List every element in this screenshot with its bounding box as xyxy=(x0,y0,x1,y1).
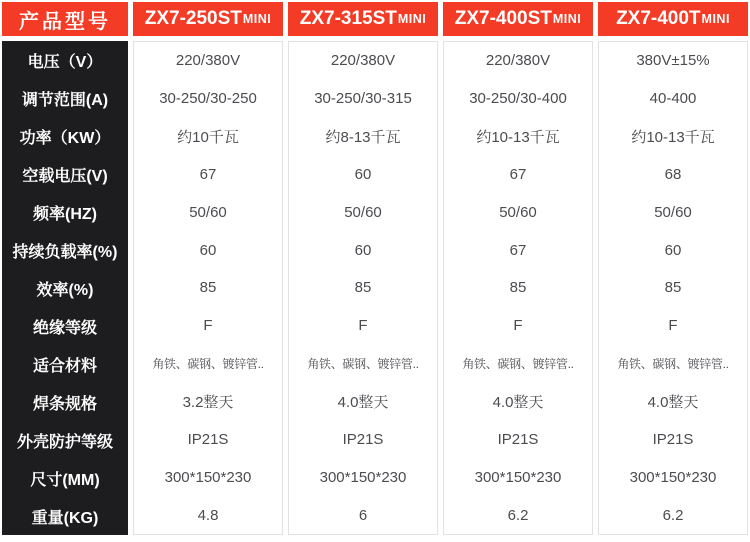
spec-value: IP21S xyxy=(652,430,694,448)
spec-value: 4.8 xyxy=(197,506,219,524)
spec-value: 3.2整天 xyxy=(182,394,234,412)
spec-value: 30-250/30-400 xyxy=(469,90,567,108)
spec-value: F xyxy=(203,317,213,335)
spec-value: 300*150*230 xyxy=(164,468,252,486)
column-body xyxy=(288,41,438,535)
spec-value: 85 xyxy=(199,279,217,297)
row-label: 焊条规格 xyxy=(32,395,97,413)
spec-value: 角铁、碳钢、镀锌管.. xyxy=(617,357,729,372)
spec-value: 40-400 xyxy=(649,90,697,108)
row-label: 外壳防护等级 xyxy=(16,433,113,451)
row-label: 空载电压(V) xyxy=(22,167,108,185)
spec-label-column xyxy=(2,2,128,535)
spec-value: 300*150*230 xyxy=(319,468,407,486)
spec-value: 6.2 xyxy=(507,506,529,524)
row-label: 效率(%) xyxy=(36,281,94,299)
model-name: ZX7-400T xyxy=(616,8,701,29)
model-suffix: MINI xyxy=(242,12,272,26)
spec-value: 60 xyxy=(664,241,682,259)
spec-column-zx7-250st xyxy=(133,2,283,535)
spec-value: 220/380V xyxy=(175,52,241,70)
row-label: 电压（V） xyxy=(27,53,103,71)
model-suffix: MINI xyxy=(397,12,427,26)
spec-value: 4.0整天 xyxy=(337,394,389,412)
spec-value: 67 xyxy=(509,165,527,183)
spec-value: 50/60 xyxy=(189,203,227,221)
spec-value: 67 xyxy=(199,165,217,183)
column-header xyxy=(443,2,593,36)
spec-value: F xyxy=(513,317,523,335)
spec-value: 角铁、碳钢、镀锌管.. xyxy=(152,357,264,372)
spec-value: 60 xyxy=(199,241,217,259)
model-name: ZX7-400ST xyxy=(454,8,552,29)
spec-value: 300*150*230 xyxy=(629,468,717,486)
spec-value: 220/380V xyxy=(330,52,396,70)
spec-value: 50/60 xyxy=(654,203,692,221)
model-name: ZX7-250ST xyxy=(144,8,242,29)
spec-value: 380V±15% xyxy=(636,52,710,70)
spec-value: 50/60 xyxy=(499,203,537,221)
spec-value: 68 xyxy=(664,165,682,183)
row-label: 调节范围(A) xyxy=(21,91,109,109)
row-label: 功率（KW） xyxy=(19,129,111,147)
spec-value: 220/380V xyxy=(485,52,551,70)
spec-value: 85 xyxy=(509,279,527,297)
row-label: 频率(HZ) xyxy=(33,205,97,223)
spec-value: 4.0整天 xyxy=(647,394,699,412)
spec-value: 30-250/30-315 xyxy=(314,90,412,108)
row-label: 持续负载率(%) xyxy=(12,243,118,261)
spec-value: F xyxy=(668,317,678,335)
spec-value: 6 xyxy=(358,506,368,524)
spec-value: 60 xyxy=(354,241,372,259)
spec-value: F xyxy=(358,317,368,335)
model-name: ZX7-315ST xyxy=(299,8,397,29)
corner-header: 产品型号 xyxy=(2,2,128,36)
spec-column-zx7-315st xyxy=(288,2,438,535)
spec-value: 角铁、碳钢、镀锌管.. xyxy=(462,357,574,372)
column-header xyxy=(288,2,438,36)
spec-value: 6.2 xyxy=(662,506,684,524)
row-label: 重量(KG) xyxy=(31,509,99,527)
spec-value: 85 xyxy=(664,279,682,297)
column-body xyxy=(598,41,748,535)
spec-value: 角铁、碳钢、镀锌管.. xyxy=(307,357,419,372)
spec-value: 300*150*230 xyxy=(474,468,562,486)
row-label: 尺寸(MM) xyxy=(30,471,100,489)
spec-value: 约8-13千瓦 xyxy=(325,129,401,147)
spec-value: 60 xyxy=(354,165,372,183)
model-suffix: MINI xyxy=(701,12,730,26)
column-header xyxy=(133,2,283,36)
label-column-body xyxy=(2,41,128,535)
spec-value: 85 xyxy=(354,279,372,297)
spec-value: 67 xyxy=(509,241,527,259)
spec-column-zx7-400t xyxy=(598,2,748,535)
model-suffix: MINI xyxy=(552,12,582,26)
spec-value: 50/60 xyxy=(344,203,382,221)
spec-value: IP21S xyxy=(342,430,384,448)
spec-value: IP21S xyxy=(187,430,229,448)
column-body xyxy=(133,41,283,535)
spec-value: 4.0整天 xyxy=(492,394,544,412)
row-label: 适合材料 xyxy=(32,357,97,375)
row-label: 绝缘等级 xyxy=(32,319,97,337)
column-body xyxy=(443,41,593,535)
spec-value: IP21S xyxy=(497,430,539,448)
spec-value: 约10-13千瓦 xyxy=(631,129,715,147)
spec-value: 约10-13千瓦 xyxy=(476,129,560,147)
spec-value: 约10千瓦 xyxy=(177,129,239,147)
column-header xyxy=(598,2,748,36)
spec-column-zx7-400st xyxy=(443,2,593,535)
spec-value: 30-250/30-250 xyxy=(159,90,257,108)
